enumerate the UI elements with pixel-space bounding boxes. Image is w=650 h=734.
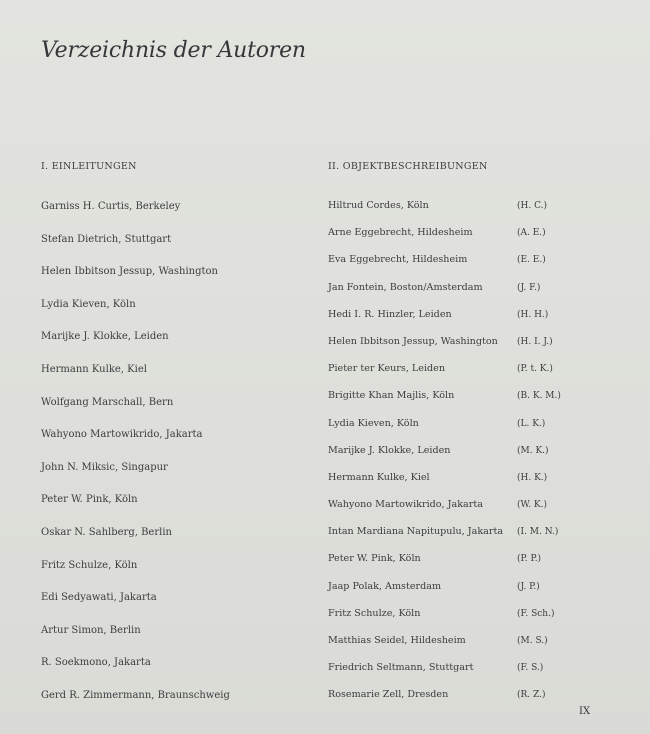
author-name: Marijke J. Klokke, Leiden xyxy=(328,444,451,456)
author-abbreviation: (F. Sch.) xyxy=(517,608,555,619)
author-name: Helen Ibbitson Jessup, Washington xyxy=(328,335,498,347)
author-entry: Helen Ibbitson Jessup, Washington xyxy=(41,266,218,278)
author-abbreviation: (F. S.) xyxy=(517,663,544,674)
author-entry xyxy=(328,607,608,634)
introduction-authors-list xyxy=(41,200,301,722)
author-entry: Artur Simon, Berlin xyxy=(41,624,141,636)
author-entry: John N. Miksic, Singapur xyxy=(41,461,168,473)
author-abbreviation: (B. K. M.) xyxy=(517,391,561,402)
author-abbreviation: (P. t. K.) xyxy=(517,364,553,375)
author-abbreviation: (P. P.) xyxy=(517,554,542,565)
author-name: Intan Mardiana Napitupulu, Jakarta xyxy=(328,526,504,538)
author-entry xyxy=(328,444,608,471)
author-entry: Fritz Schulze, Köln xyxy=(41,559,138,571)
author-name: Hermann Kulke, Kiel xyxy=(328,471,430,483)
page-number: IX xyxy=(579,706,591,717)
author-name: Eva Eggebrecht, Hildesheim xyxy=(328,254,468,266)
author-name: Fritz Schulze, Köln xyxy=(328,607,421,619)
author-name: Hiltrud Cordes, Köln xyxy=(328,200,429,211)
author-entry: Hermann Kulke, Kiel xyxy=(41,363,147,375)
author-name: Brigitte Khan Majlis, Köln xyxy=(328,390,455,402)
author-entry: Marijke J. Klokke, Leiden xyxy=(41,331,169,343)
author-entry: Stefan Dietrich, Stuttgart xyxy=(41,233,172,245)
author-abbreviation: (L. K.) xyxy=(517,418,546,429)
author-entry xyxy=(328,199,608,226)
author-entry xyxy=(328,389,608,416)
author-abbreviation: (R. Z.) xyxy=(517,690,546,701)
author-abbreviation: (J. P.) xyxy=(517,581,540,592)
author-entry: Lydia Kieven, Köln xyxy=(41,298,136,310)
author-entry: R. Soekmono, Jakarta xyxy=(41,657,151,669)
author-name: Jan Fontein, Boston/Amsterdam xyxy=(328,281,483,293)
author-abbreviation: (H. I. J.) xyxy=(517,336,553,347)
author-entry xyxy=(328,661,608,688)
author-abbreviation: (A. E.) xyxy=(517,228,546,239)
author-entry xyxy=(328,498,608,525)
author-abbreviation: (I. M. N.) xyxy=(517,527,559,538)
author-name: Rosemarie Zell, Dresden xyxy=(328,689,449,701)
author-name: Matthias Seidel, Hildesheim xyxy=(328,635,466,646)
author-entry xyxy=(328,688,608,715)
author-entry: Wahyono Martowikrido, Jakarta xyxy=(41,429,203,441)
author-entry xyxy=(328,226,608,253)
author-entry xyxy=(328,580,608,607)
author-entry xyxy=(328,335,608,362)
author-entry xyxy=(328,417,608,444)
page-title: Verzeichnis der Autoren xyxy=(41,38,306,63)
author-name: Peter W. Pink, Köln xyxy=(328,553,421,565)
author-entry: Gerd R. Zimmermann, Braunschweig xyxy=(41,689,230,701)
author-abbreviation: (H. H.) xyxy=(517,309,549,320)
author-entry xyxy=(328,281,608,308)
author-name: Lydia Kieven, Köln xyxy=(328,417,419,429)
author-abbreviation: (M. S.) xyxy=(517,636,548,646)
author-abbreviation: (H. K.) xyxy=(517,472,548,483)
author-name: Friedrich Seltmann, Stuttgart xyxy=(328,662,474,674)
section-heading-object-descriptions: II. OBJEKTBESCHREIBUNGEN xyxy=(328,161,488,172)
author-abbreviation: (H. C.) xyxy=(517,201,548,211)
author-entry xyxy=(328,471,608,498)
author-abbreviation: (W. K.) xyxy=(517,500,548,511)
author-entry: Wolfgang Marschall, Bern xyxy=(41,396,174,408)
author-entry: Peter W. Pink, Köln xyxy=(41,494,138,506)
author-abbreviation: (E. E.) xyxy=(517,255,546,266)
author-entry: Edi Sedyawati, Jakarta xyxy=(41,592,157,604)
author-entry: Oskar N. Sahlberg, Berlin xyxy=(41,526,172,538)
author-entry xyxy=(328,308,608,335)
author-entry: Garniss H. Curtis, Berkeley xyxy=(41,201,181,212)
author-entry xyxy=(328,362,608,389)
author-name: Pieter ter Keurs, Leiden xyxy=(328,363,446,375)
author-name: Hedi I. R. Hinzler, Leiden xyxy=(328,308,452,320)
author-entry xyxy=(328,253,608,280)
author-entry xyxy=(328,552,608,579)
section-heading-introductions: I. EINLEITUNGEN xyxy=(41,161,137,172)
author-name: Wahyono Martowikrido, Jakarta xyxy=(328,499,483,511)
author-name: Jaap Polak, Amsterdam xyxy=(328,580,442,592)
author-entry xyxy=(328,525,608,552)
object-description-authors-list xyxy=(328,199,608,716)
author-name: Arne Eggebrecht, Hildesheim xyxy=(328,227,473,239)
author-abbreviation: (M. K.) xyxy=(517,445,549,456)
author-entry xyxy=(328,634,608,661)
author-abbreviation: (J. F.) xyxy=(517,282,541,293)
